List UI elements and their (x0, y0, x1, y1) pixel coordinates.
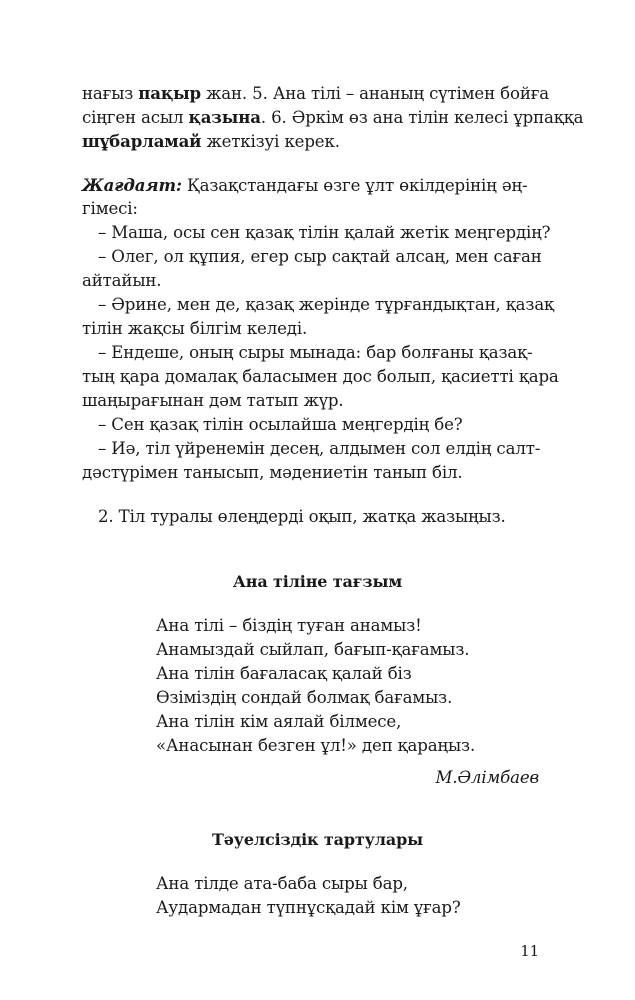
intro-line-2: сіңген асыл қазына. 6. Әркім өз ана тілін келесі ұрпаққа (82, 107, 584, 127)
intro-line-3: шұбарламай жеткізуі керек. (82, 131, 340, 151)
poem-1-line: Анамыздай сыйлап, бағып-қағамыз. (156, 640, 470, 659)
dialogue-line: айтайын. (82, 271, 162, 290)
dialogue-line: – Маша, осы сен қазақ тілін қалай жетік меңгердің? (98, 223, 551, 242)
poem-2-line: Ана тілде ата-баба сыры бар, (156, 874, 408, 893)
dialogue-line: – Олег, ол құпия, егер сыр сақтай алсаң, мен саған (98, 247, 542, 266)
dialogue-line: тың қара домалақ баласымен дос болып, қасиетті қара (82, 367, 559, 386)
dialogue-line: – Ендеше, оның сыры мынада: бар болғаны қазақ- (98, 343, 533, 362)
page-number: 11 (520, 942, 539, 960)
situation-label: Жағдаят: (82, 175, 182, 195)
poem-1-line: Ана тілін бағаласақ қалай біз (156, 664, 412, 683)
poem-2-line: Аудармадан түпнұсқадай кім ұғар? (156, 898, 461, 917)
situation-line-2: гімесі: (82, 199, 138, 218)
task-instruction: 2. Тіл туралы өлеңдерді оқып, жатқа жазыңыз. (98, 507, 506, 526)
dialogue-line: – Иә, тіл үйренемін десең, алдымен сол елдің салт- (98, 439, 541, 458)
poem-1-line: Ана тілі – біздің туған анамыз! (156, 616, 422, 635)
dialogue-line: шаңырағынан дәм татып жүр. (82, 391, 344, 410)
poem-1-line: Ана тілін кім аялай білмесе, (156, 712, 402, 731)
poem-1-line: «Анасынан безген ұл!» деп қараңыз. (156, 736, 476, 755)
dialogue-line: дәстүрімен танысып, мәдениетін танып біл. (82, 463, 463, 482)
dialogue-line: – Әрине, мен де, қазақ жерінде тұрғандықтан, қазақ (98, 295, 554, 314)
situation-line-1: Жағдаят: Қазақстандағы өзге ұлт өкілдерінің әң- (82, 175, 528, 195)
intro-line-1: нағыз пақыр жан. 5. Ана тілі – ананың сүтімен бойға (82, 83, 550, 103)
poem-1-line: Өзіміздің сондай болмақ бағамыз. (156, 688, 453, 707)
poem-2-title: Тәуелсіздік тартулары (211, 830, 424, 849)
poem-1-title: Ана тіліне тағзым (232, 572, 403, 591)
dialogue-line: тілін жақсы білгім келеді. (82, 319, 308, 338)
poem-1-author: М.Әлімбаев (435, 768, 539, 787)
dialogue-line: – Сен қазақ тілін осылайша меңгердің бе? (98, 415, 463, 434)
